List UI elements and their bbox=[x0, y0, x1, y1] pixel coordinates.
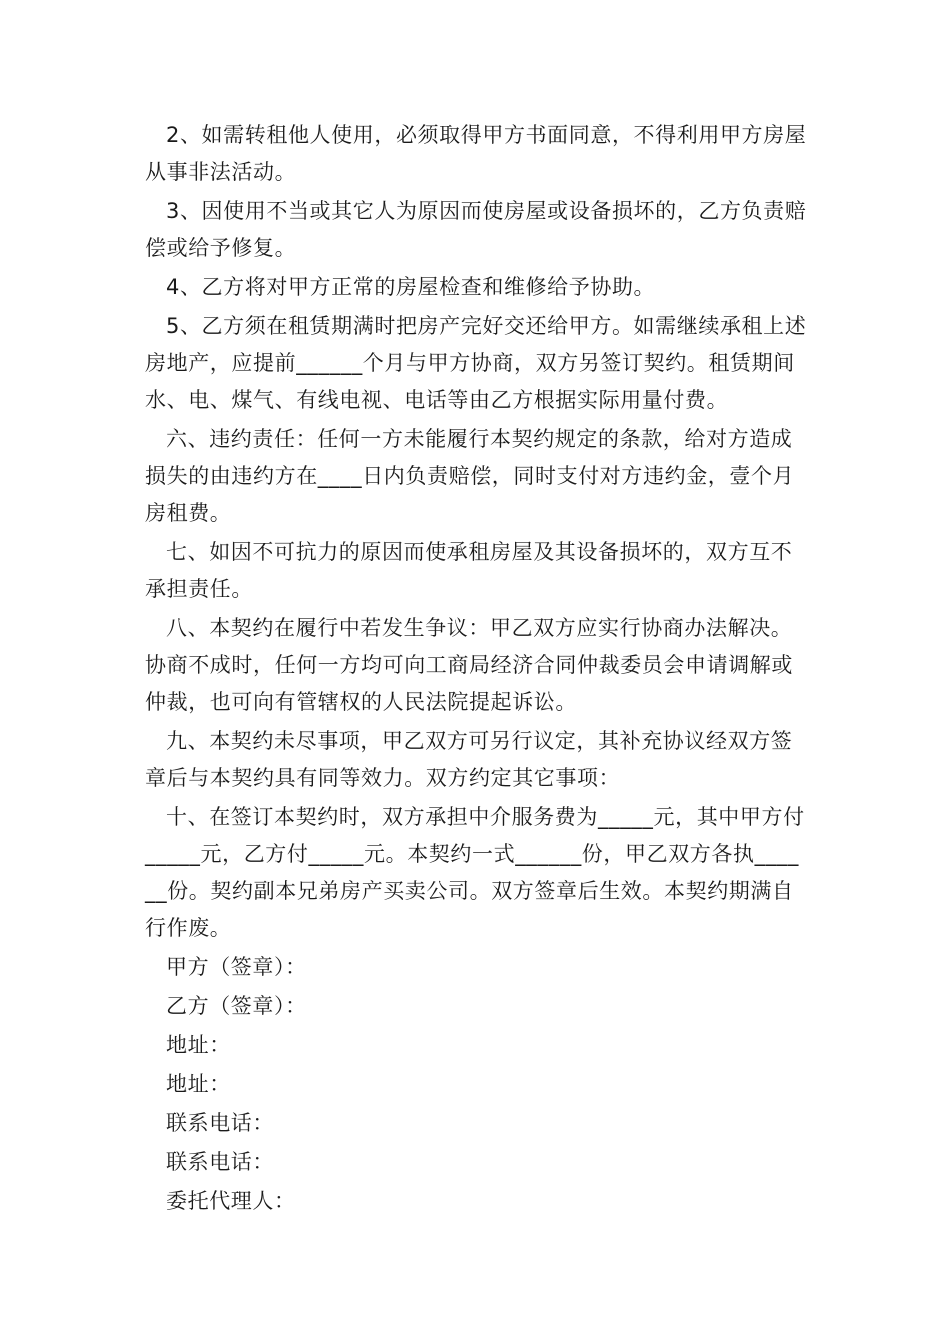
clause-7-force-majeure: 七、如因不可抗力的原因而使承租房屋及其设备损坏的，双方互不承担责任。 bbox=[145, 540, 793, 601]
clause-8-dispute: 八、本契约在履行中若发生争议：甲乙双方应实行协商办法解决。协商不成时，任何一方均可向工商局经济合同仲裁委员会申请调解或仲裁，也可向有管辖权的人民法院提起诉讼。 bbox=[145, 616, 793, 714]
clause-10-fees: 十、在签订本契约时，双方承担中介服务费为_____元，其中甲方付_____元，乙方付_____元。本契约一式______份，甲乙双方各执______份。契约副本兄弟房产买卖公司。双方签章后生效。本契约期满自行作废。 bbox=[145, 805, 805, 940]
clause-6-breach: 六、违约责任：任何一方未能履行本契约规定的条款，给对方造成损失的由违约方在____日内负责赔偿，同时支付对方违约金，壹个月房租费。 bbox=[145, 427, 795, 525]
party-a-signature-label: 甲方（签章）： bbox=[166, 955, 307, 979]
agent-label: 委托代理人： bbox=[166, 1189, 296, 1213]
party-a-phone-label: 联系电话： bbox=[166, 1111, 274, 1135]
party-b-signature-label: 乙方（签章）： bbox=[166, 994, 307, 1018]
party-a-address-label: 地址： bbox=[166, 1033, 231, 1057]
clause-2-sublet: 2、如需转租他人使用，必须取得甲方书面同意，不得利用甲方房屋从事非法活动。 bbox=[145, 123, 807, 184]
clause-4-inspection: 4、乙方将对甲方正常的房屋检查和维修给予协助。 bbox=[166, 275, 656, 299]
document-body bbox=[145, 117, 810, 1222]
clause-9-supplement: 九、本契约未尽事项，甲乙双方可另行议定，其补充协议经双方签章后与本契约具有同等效力。双方约定其它事项： bbox=[145, 729, 793, 790]
clause-5-return: 5、乙方须在租赁期满时把房产完好交还给甲方。如需继续承租上述房地产，应提前______个月与甲方协商，双方另签订契约。租赁期间水、电、煤气、有线电视、电话等由乙方根据实际用量付费。 bbox=[145, 314, 807, 412]
party-b-phone-label: 联系电话： bbox=[166, 1150, 274, 1174]
clause-3-damage: 3、因使用不当或其它人为原因而使房屋或设备损坏的，乙方负责赔偿或给予修复。 bbox=[145, 199, 807, 260]
party-b-address-label: 地址： bbox=[166, 1072, 231, 1096]
